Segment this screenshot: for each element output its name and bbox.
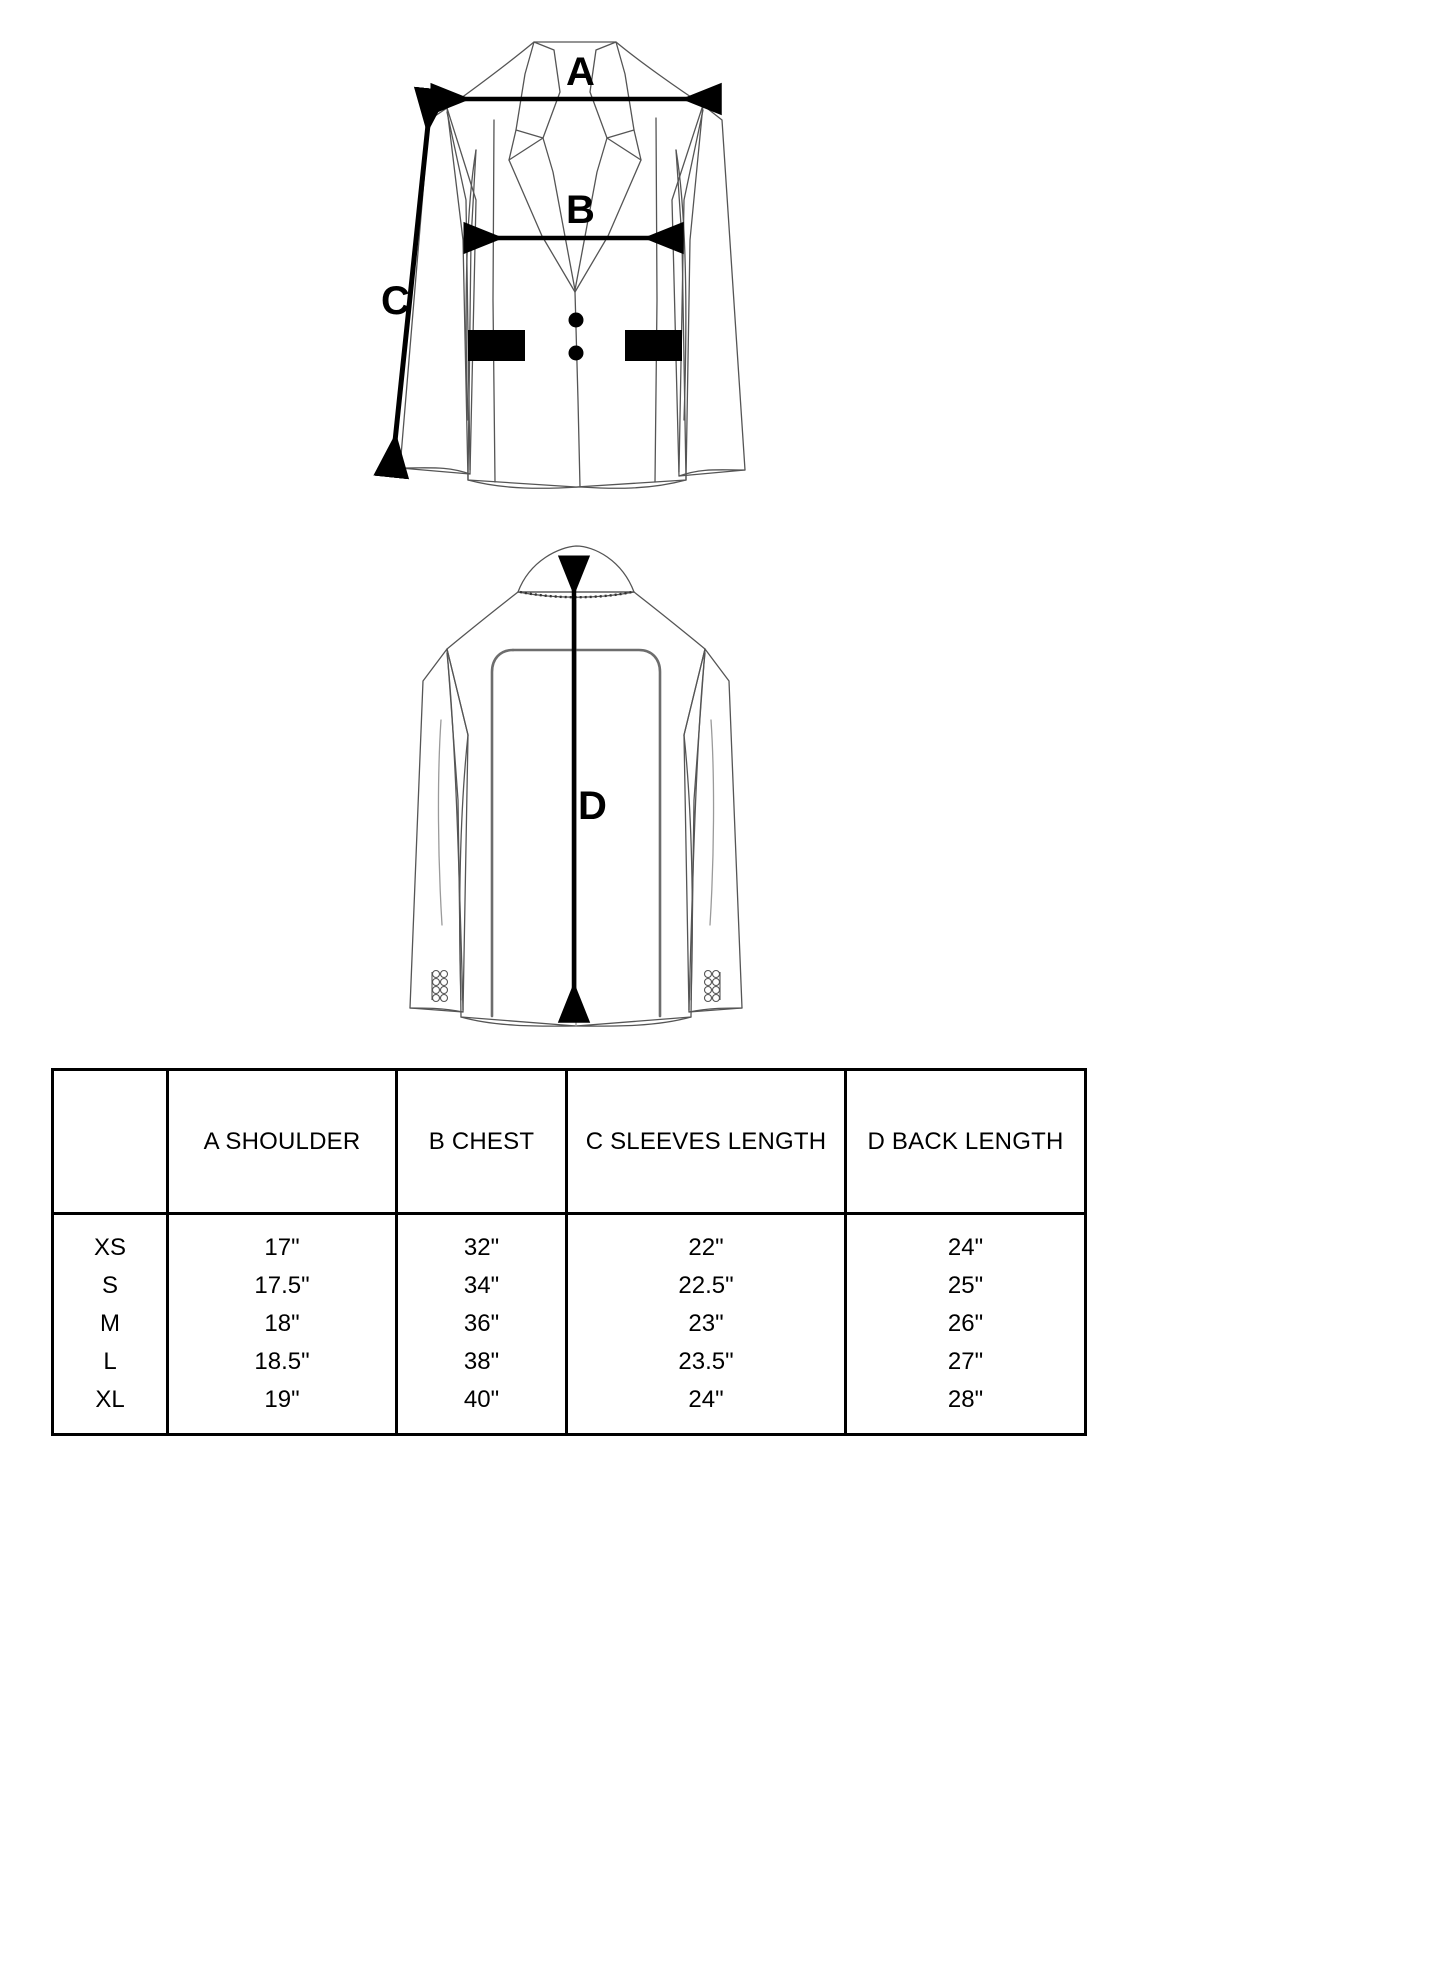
- cell-sleeves: 23.5": [567, 1343, 846, 1381]
- button-lower: [569, 346, 584, 361]
- table-row: [53, 1343, 1086, 1381]
- pocket-right: [625, 330, 682, 361]
- measure-label-c: C: [381, 279, 410, 323]
- jacket-back-diagram: [0, 530, 1445, 1050]
- table-body: [53, 1214, 1086, 1435]
- cell-chest: 36": [397, 1305, 567, 1343]
- cell-back: 28": [846, 1381, 1086, 1435]
- cell-shoulder: 19": [168, 1381, 397, 1435]
- table-row: [53, 1305, 1086, 1343]
- button-upper: [569, 313, 584, 328]
- cell-size: L: [53, 1343, 168, 1381]
- measure-label-a: A: [566, 50, 595, 94]
- cuff-buttons-left: [432, 971, 448, 1002]
- column-header-back-length: D BACK LENGTH: [846, 1070, 1086, 1214]
- cell-chest: 32": [397, 1214, 567, 1268]
- cell-size: XL: [53, 1381, 168, 1435]
- table-header-row: [53, 1070, 1086, 1214]
- table-row: [53, 1214, 1086, 1268]
- cell-size: XS: [53, 1214, 168, 1268]
- pocket-left: [468, 330, 525, 361]
- column-header-sleeves-length: C SLEEVES LENGTH: [567, 1070, 846, 1214]
- cell-chest: 38": [397, 1343, 567, 1381]
- column-header-size: [53, 1070, 168, 1214]
- jacket-front-diagram: [0, 0, 1445, 530]
- cell-sleeves: 22.5": [567, 1267, 846, 1305]
- table-row: [53, 1267, 1086, 1305]
- table-row: [53, 1381, 1086, 1435]
- cell-chest: 34": [397, 1267, 567, 1305]
- cell-shoulder: 17": [168, 1214, 397, 1268]
- cell-sleeves: 24": [567, 1381, 846, 1435]
- cell-shoulder: 18.5": [168, 1343, 397, 1381]
- cell-size: M: [53, 1305, 168, 1343]
- cell-back: 24": [846, 1214, 1086, 1268]
- cuff-buttons-right: [705, 971, 721, 1002]
- column-header-shoulder: A SHOULDER: [168, 1070, 397, 1214]
- cell-shoulder: 17.5": [168, 1267, 397, 1305]
- cell-back: 27": [846, 1343, 1086, 1381]
- size-chart-table: [51, 1068, 1087, 1436]
- cell-shoulder: 18": [168, 1305, 397, 1343]
- cell-size: S: [53, 1267, 168, 1305]
- cell-sleeves: 22": [567, 1214, 846, 1268]
- cell-chest: 40": [397, 1381, 567, 1435]
- measure-label-d: D: [578, 784, 607, 828]
- measure-label-b: B: [566, 188, 595, 232]
- cell-back: 25": [846, 1267, 1086, 1305]
- cell-back: 26": [846, 1305, 1086, 1343]
- column-header-chest: B CHEST: [397, 1070, 567, 1214]
- cell-sleeves: 23": [567, 1305, 846, 1343]
